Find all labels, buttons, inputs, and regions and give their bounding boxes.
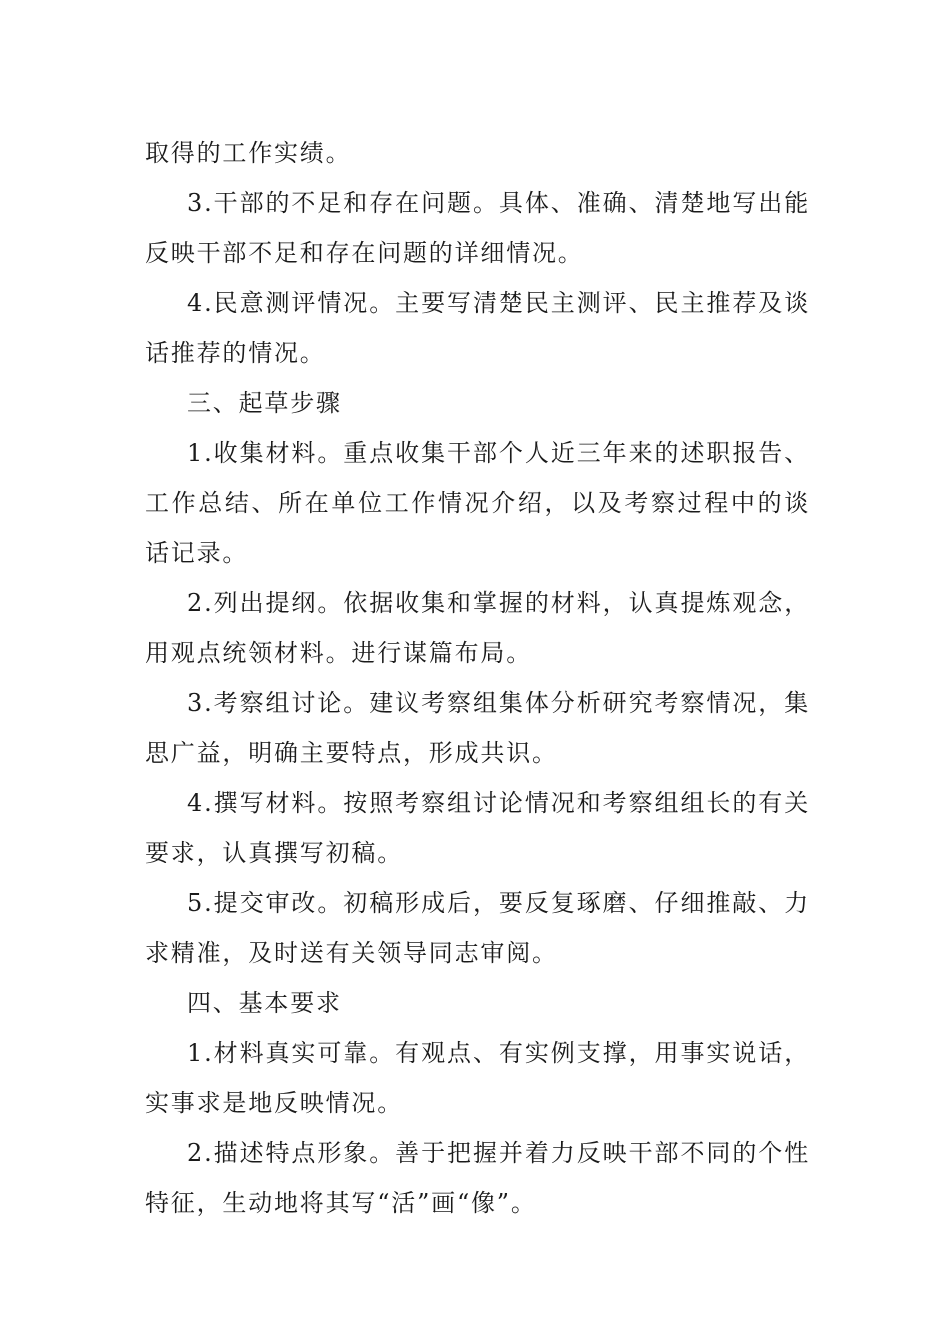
paragraph-group-discussion: 3.考察组讨论。建议考察组集体分析研究考察情况，集思广益，明确主要特点，形成共识。 <box>145 689 810 767</box>
section-heading-basic-requirements: 四、基本要求 <box>187 989 342 1017</box>
document-body <box>145 128 810 1228</box>
paragraph-continuation: 取得的工作实绩。 <box>145 139 352 167</box>
paragraph-cadre-shortcomings: 3.干部的不足和存在问题。具体、准确、清楚地写出能反映干部不足和存在问题的详细情况。 <box>145 189 810 267</box>
paragraph-outline: 2.列出提纲。依据收集和掌握的材料，认真提炼观念，用观点统领材料。进行谋篇布局。 <box>145 589 810 667</box>
section-heading-drafting-steps: 三、起草步骤 <box>187 389 342 417</box>
paragraph-collect-materials: 1.收集材料。重点收集干部个人近三年来的述职报告、工作总结、所在单位工作情况介绍，以及考察过程中的谈话记录。 <box>145 439 810 567</box>
paragraph-submit-review: 5.提交审改。初稿形成后，要反复琢磨、仔细推敲、力求精准，及时送有关领导同志审阅。 <box>145 889 810 967</box>
paragraph-vivid-description: 2.描述特点形象。善于把握并着力反映干部不同的个性特征，生动地将其写“活”画“像”。 <box>145 1139 810 1217</box>
paragraph-write-materials: 4.撰写材料。按照考察组讨论情况和考察组组长的有关要求，认真撰写初稿。 <box>145 789 810 867</box>
paragraph-authentic-materials: 1.材料真实可靠。有观点、有实例支撑，用事实说话，实事求是地反映情况。 <box>145 1039 810 1117</box>
paragraph-public-evaluation: 4.民意测评情况。主要写清楚民主测评、民主推荐及谈话推荐的情况。 <box>145 289 810 367</box>
